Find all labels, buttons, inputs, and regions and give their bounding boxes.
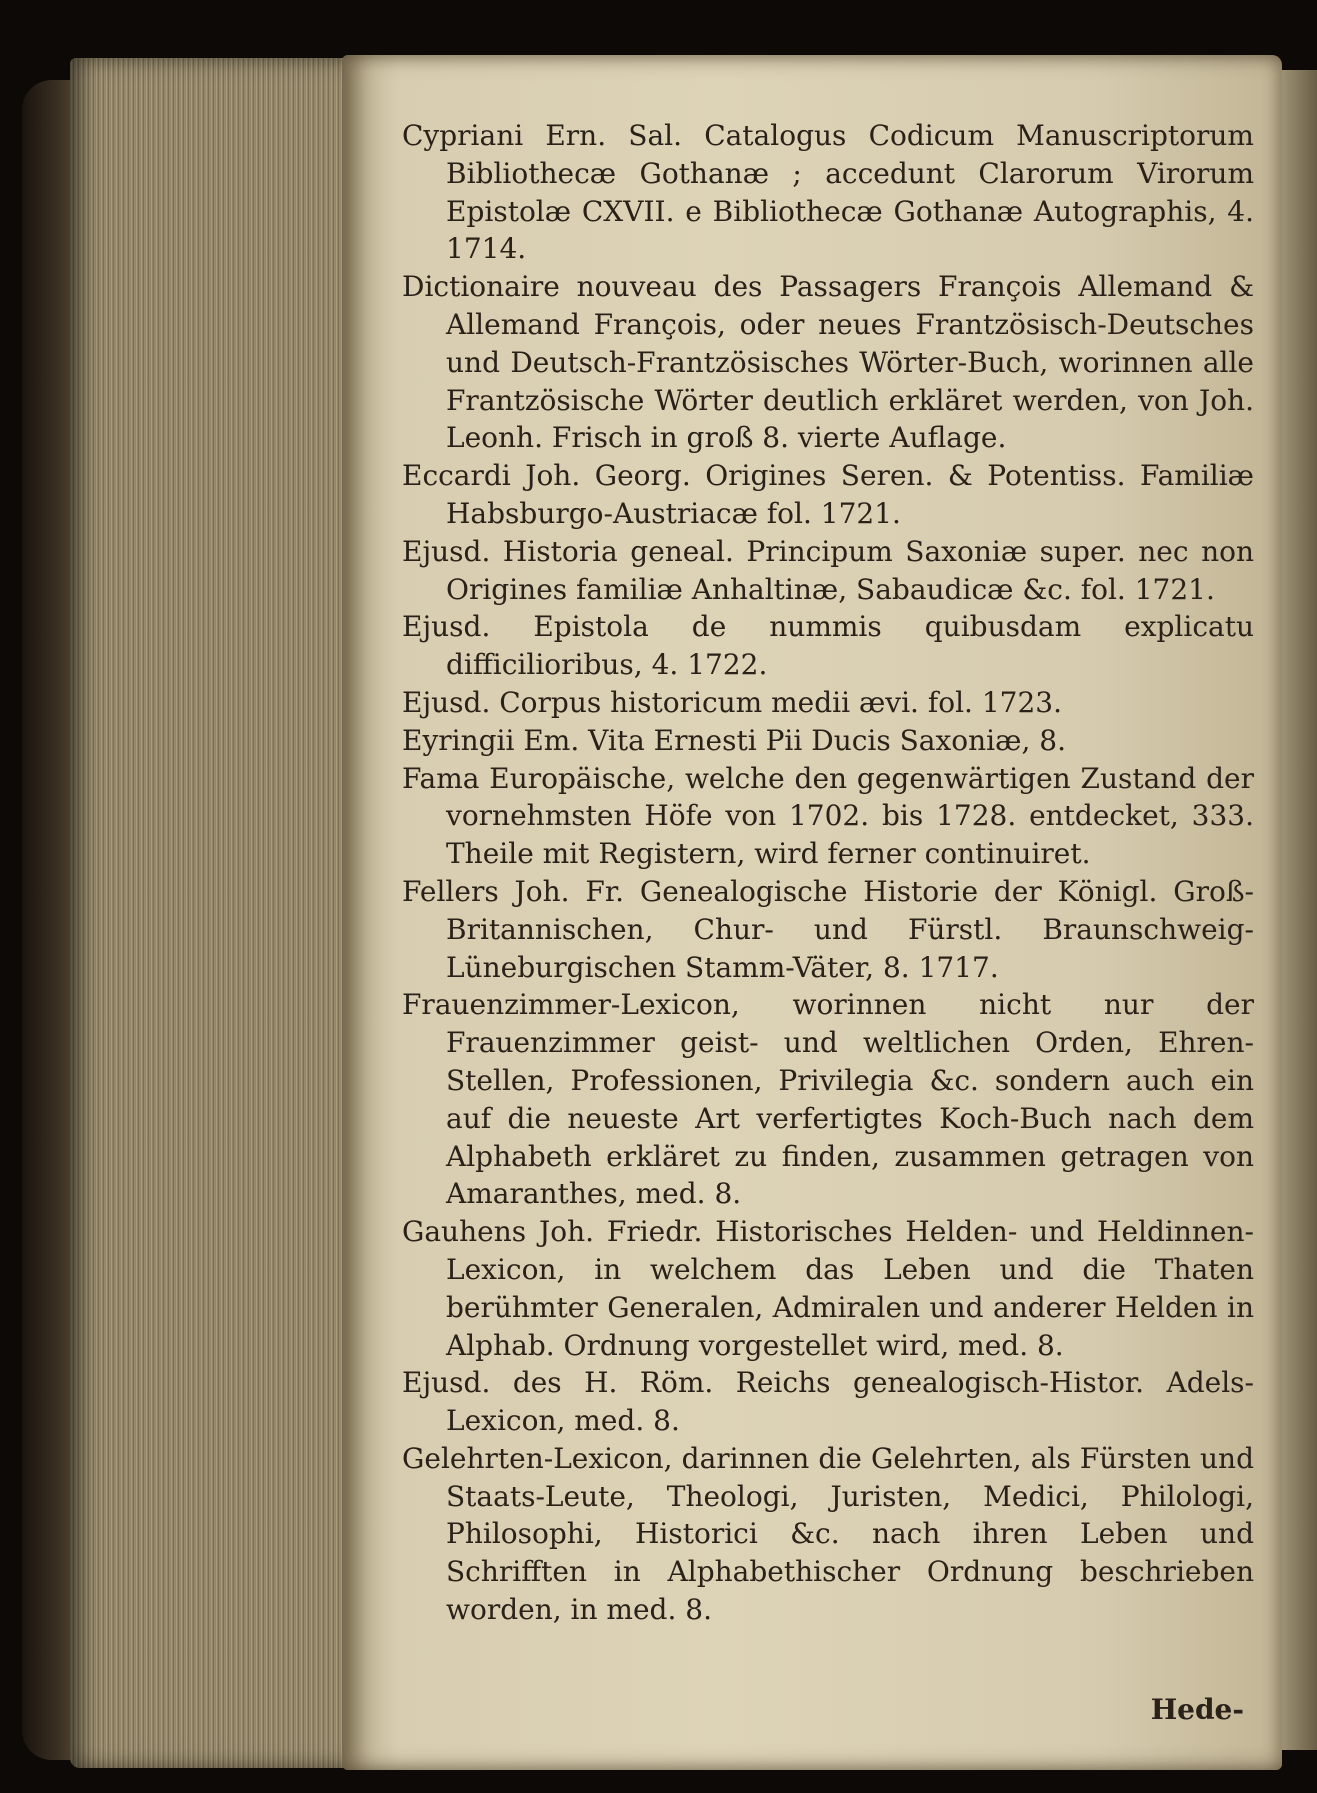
facing-page-edge [1282,70,1317,1750]
catalogue-entry: Eyringii Em. Vita Ernesti Pii Ducis Saxoniæ, 8. [402,723,1066,757]
catalogue-entry: Fellers Joh. Fr. Genealogische Historie der Königl. Groß-Britannischen, Chur- und Fürstl. Braunschweig-Lüneburgischen Stamm-Väter, 8. 1717. [402,874,1254,984]
catalogue-entry: Gauhens Joh. Friedr. Historisches Helden- und Heldinnen-Lexicon, in welchem das Leben und die Thaten berühmter Generalen, Admiralen und anderer Helden in Alphab. Ordnung vorgestellet wird, med. 8. [402,1215,1254,1362]
catalogue-entry: Ejusd. Historia geneal. Principum Saxoniæ super. nec non Origines familiæ Anhaltinæ, Sabaudicæ &c. fol. 1721. [402,534,1254,606]
catalogue-entry: Eccardi Joh. Georg. Origines Seren. & Potentiss. Familiæ Habsburgo-Austriacæ fol. 1721. [402,459,1254,530]
catalogue-entry: Fama Europäische, welche den gegenwärtigen Zustand der vornehmsten Höfe von 1702. bis 1728. entdecket, 333. Theile mit Registern, wird ferner continuiret. [402,761,1254,871]
catalogue-entry: Ejusd. Corpus historicum medii ævi. fol. 1723. [402,685,1062,719]
catalogue-entry: Ejusd. Epistola de nummis quibusdam explicatu difficilioribus, 4. 1722. [402,610,1254,682]
catchword: Hede- [1150,1693,1244,1726]
catalogue-entry: Cypriani Ern. Sal. Catalogus Codicum Manuscriptorum Bibliothecæ Gothanæ ; accedunt Clarorum Virorum Epistolæ CXVII. e Bibliothecæ Gothanæ Autographis, 4. 1714. [402,119,1254,266]
book-page [342,55,1282,1770]
page-edges [70,58,360,1768]
catalogue-entry: Frauenzimmer-Lexicon, worinnen nicht nur der Frauenzimmer geist- und weltlichen Orden, Ehren-Stellen, Professionen, Privilegia &c. sondern auch ein auf die neueste Art verfertigtes Koch-Buch nach dem Alphabeth erkläret zu finden, zusammen getragen von Amaranthes, med. 8. [402,988,1254,1211]
catalogue-entry: Gelehrten-Lexicon, darinnen die Gelehrten, als Fürsten und Staats-Leute, Theologi, Juristen, Medici, Philologi, Philosophi, Historici &c. nach ihren Leben und Schrifften in Alphabethischer Ordnung beschrieben worden, in med. 8. [402,1441,1254,1627]
catalogue-entry: Dictionaire nouveau des Passagers François Allemand & Allemand François, oder neues Frantzösisch-Deutsches und Deutsch-Frantzösisches Wörter-Buch, worinnen alle Frantzösische Wörter deutlich erkläret werden, von Joh. Leonh. Frisch in groß 8. vierte Auflage. [402,270,1254,455]
catalogue-entries [402,117,1254,1629]
catalogue-entry: Ejusd. des H. Röm. Reichs genealogisch-Histor. Adels-Lexicon, med. 8. [402,1366,1254,1438]
